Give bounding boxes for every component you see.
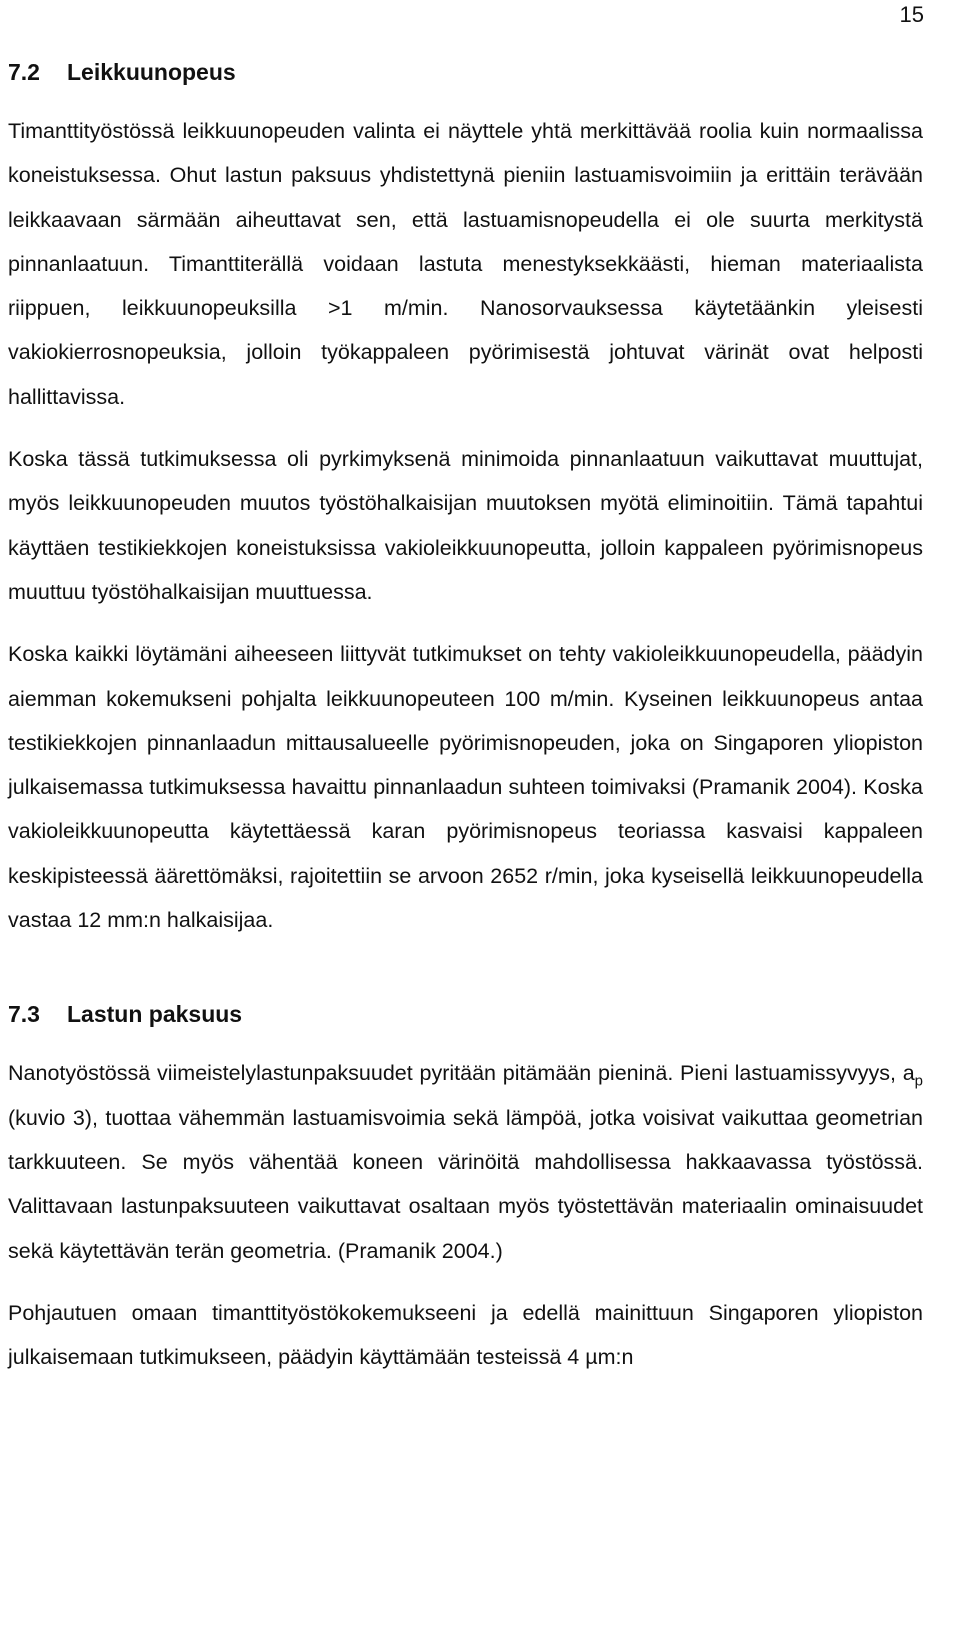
paragraph: Koska kaikki löytämäni aiheeseen liittyvät tutkimukset on tehty vakioleikkuunopeudella, päädyin aiemman kokemukseni pohjalta leikkuunopeuteen 100 m/min. Kyseinen leikkuunopeus antaa testikiekkojen pinnanlaadun mittausalueelle pyörimisnopeuden, joka on Singaporen yliopiston julkaisemassa tutkimuksessa havaittu pinnanlaadun suhteen toimivaksi (Pramanik 2004). Koska vakioleikkuunopeutta käytettäessä karan pyörimisnopeus teoriassa kasvaisi kappaleen keskipisteessä äärettömäksi, rajoitettiin se arvoon 2652 r/min, joka kyseisellä leikkuunopeudella vastaa 12 mm:n halkaisijaa. — [8, 642, 923, 933]
section-heading-7-2 — [8, 52, 923, 92]
paragraph-text: (kuvio 3), tuottaa vähemmän lastuamisvoimia sekä lämpöä, jotka voisivat vaikuttaa geometrian tarkkuuteen. Se myös vähentää koneen värinöitä mahdollisessa hakkaavassa työstössä. Valittavaan lastunpaksuuteen vaikuttavat osaltaan myös työstettävän materiaalin ominaisuudet sekä käytettävän terän geometria. (Pramanik 2004.) — [8, 1105, 923, 1263]
paragraph — [8, 1051, 923, 1272]
document-body — [8, 52, 923, 1379]
section-heading-7-3 — [8, 994, 923, 1034]
section-number: 7.3 — [8, 1001, 40, 1028]
paragraph: Timanttityöstössä leikkuunopeuden valinta ei näyttele yhtä merkittävää roolia kuin normaalissa koneistuksessa. Ohut lastun paksuus yhdistettynä pieniin lastuamisvoimiin ja erittäin terävään leikkaavaan särmään aiheuttavat sen, että lastuamisnopeudella ei ole suurta merkitystä pinnanlaatuun. Timanttiterällä voidaan lastuta menestyksekkäästi, hieman materiaalista riippuen, leikkuunopeuksilla >1 m/min. Nanosorvauksessa käytetäänkin yleisesti vakiokierrosnopeuksia, jolloin työkappaleen pyörimisestä johtuvat värinät ovat helposti hallittavissa. — [8, 119, 923, 409]
section-title: Leikkuunopeus — [67, 59, 236, 85]
page-number: 15 — [899, 2, 924, 27]
subscript: p — [914, 1072, 923, 1090]
paragraph: Pohjautuen omaan timanttityöstökokemukseeni ja edellä mainittuun Singaporen yliopiston julkaisemaan tutkimukseen, päädyin käyttämään testeissä 4 µm:n — [8, 1300, 923, 1370]
paragraph-text: Nanotyöstössä viimeistelylastunpaksuudet pyritään pitämään pieninä. Pieni lastuamissyvyys, a — [8, 1061, 915, 1086]
paragraph: Koska tässä tutkimuksessa oli pyrkimyksenä minimoida pinnanlaatuun vaikuttavat muuttujat, myös leikkuunopeuden muutos työstöhalkaisijan muutoksen myötä eliminoitiin. Tämä tapahtui käyttäen testikiekkojen koneistuksissa vakioleikkuunopeutta, jolloin kappaleen pyörimisnopeus muuttuu työstöhalkaisijan muuttuessa. — [8, 447, 923, 604]
section-number: 7.2 — [8, 59, 40, 85]
section-title: Lastun paksuus — [67, 1001, 243, 1028]
